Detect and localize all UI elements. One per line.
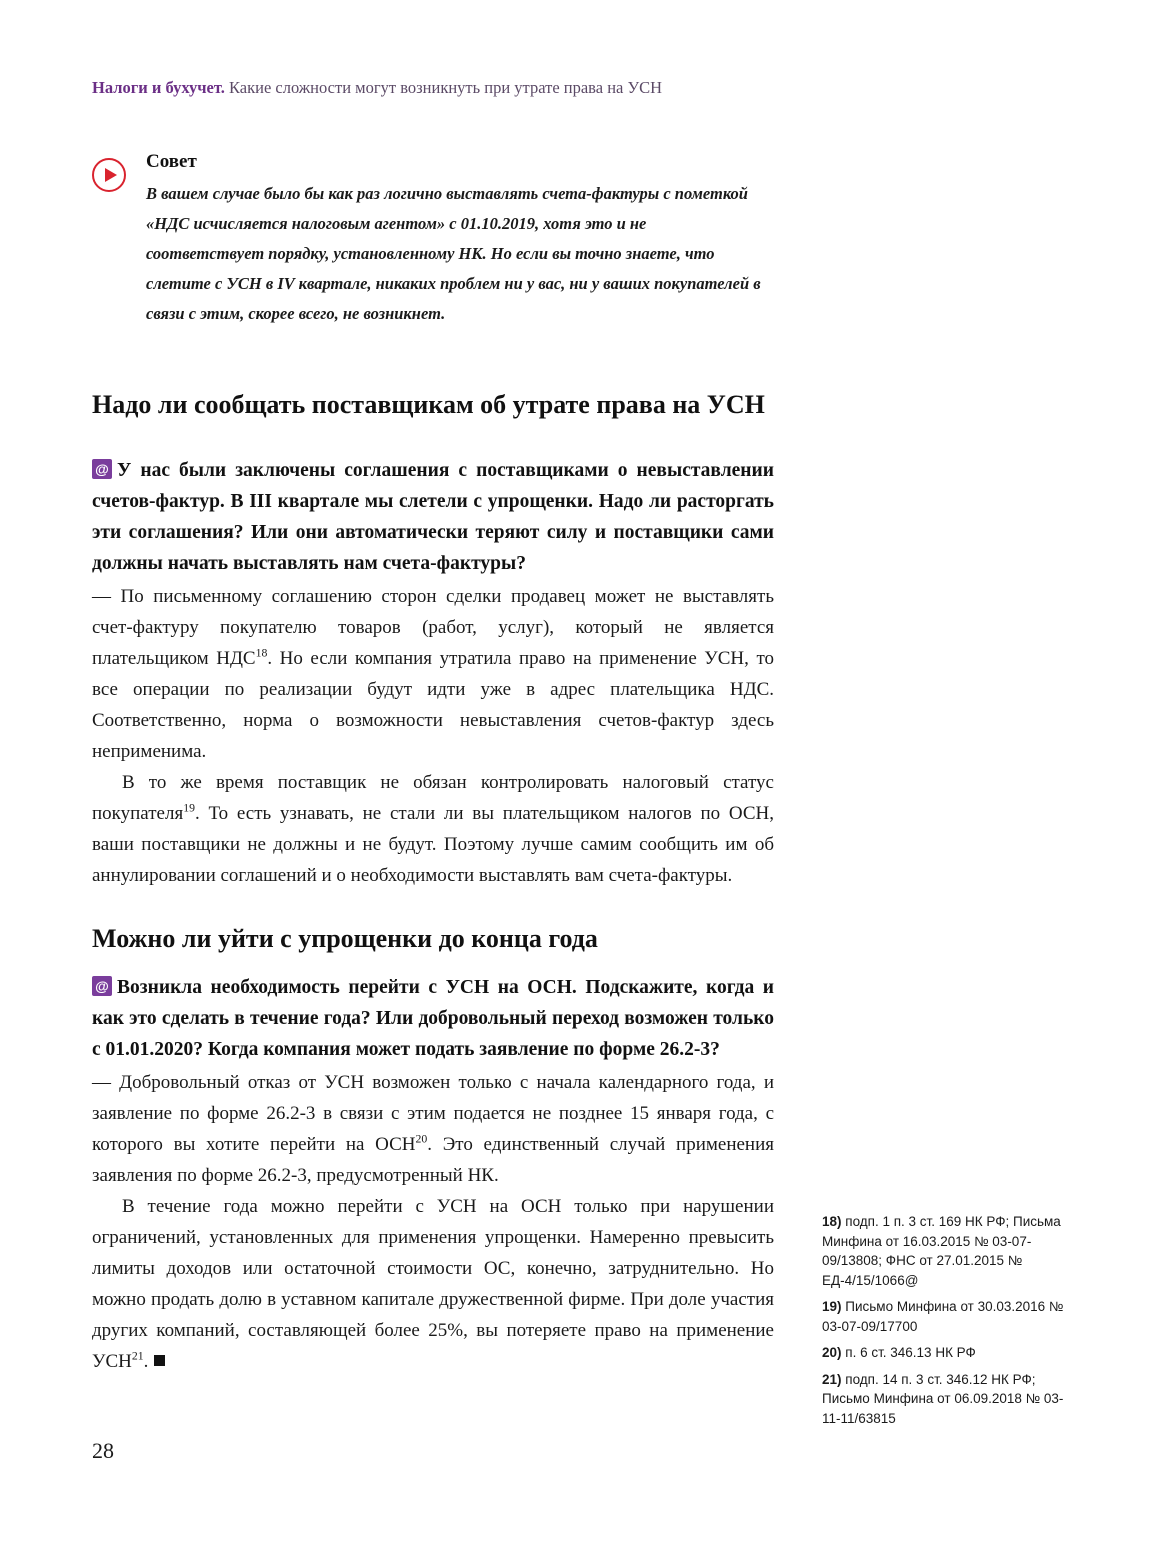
question-leave-usn <box>92 972 774 1065</box>
footnote-ref-18: 18 <box>255 646 268 660</box>
section-heading-leave-usn: Можно ли уйти с упрощенки до конца года <box>92 924 598 953</box>
answer-paragraph-2 <box>92 1191 774 1377</box>
footnote-text: подп. 14 п. 3 ст. 346.12 НК РФ; Письмо Минфина от 06.09.2018 № 03-11-11/63815 <box>822 1371 1064 1426</box>
play-circle-icon <box>92 158 126 192</box>
footnote-ref-21: 21 <box>131 1349 144 1363</box>
advice-body <box>146 150 772 329</box>
advice-text: В вашем случае было бы как раз логично выставлять счета-фактуры с пометкой «НДС исчисляется налоговым агентом» с 01.10.2019, хотя это и не соответствует порядку, установленному НК. Но если вы точно знаете, что слетите с УСН в IV квартале, никаких проблем ни у вас, ни у ваших покупателей в связи с этим, скорее всего, не возникнет. <box>146 184 761 323</box>
advice-title: Совет <box>146 151 197 172</box>
footnote-text: подп. 1 п. 3 ст. 169 НК РФ; Письма Минфина от 16.03.2015 № 03-07-09/13808; ФНС от 27.01.2015 № ЕД-4/15/1066@ <box>822 1214 1061 1288</box>
running-head-title: Какие сложности могут возникнуть при утрате права на УСН <box>224 78 663 97</box>
at-badge-icon: @ <box>92 976 112 996</box>
qa-block-suppliers <box>92 455 774 891</box>
answer-1-part-a: — Добровольный отказ от УСН возможен только с начала календарного года, и заявление по форме 26.2-3 в связи с этим подается не позднее 15 января года, с которого вы хотите перейти на ОСН <box>92 1072 774 1155</box>
question-text: У нас были заключены соглашения с поставщиками о невыставлении счетов-фактур. В III квартале мы слетели с упрощенки. Надо ли расторгать эти соглашения? Или они автоматически теряют силу и поставщики сами должны начать выставлять нам счета-фактуры? <box>92 460 774 574</box>
answer-2-part-a: В течение года можно перейти с УСН на ОСН только при нарушении ограничений, установленных для применения упрощенки. Намеренно превысить лимиты доходов или остаточной стоимости ОС, конечно, затруднительно. Но можно продать долю в уставном капитале дружественной фирме. При доле участия других компаний, составляющей более 25%, вы потеряете право на применение УСН <box>92 1196 774 1372</box>
advice-callout <box>92 150 772 329</box>
answer-paragraph-2 <box>92 767 774 891</box>
footnote-19 <box>822 1297 1074 1336</box>
footnote-20 <box>822 1343 1074 1363</box>
answer-paragraph-1 <box>92 1067 774 1191</box>
footnote-text: Письмо Минфина от 30.03.2016 № 03-07-09/17700 <box>822 1299 1064 1334</box>
footnote-21 <box>822 1370 1074 1429</box>
footnote-ref-20: 20 <box>415 1132 428 1146</box>
footnotes-column <box>822 1212 1074 1435</box>
section-heading-suppliers: Надо ли сообщать поставщикам об утрате права на УСН <box>92 390 765 419</box>
footnote-number: 19) <box>822 1299 842 1314</box>
footnote-text: п. 6 ст. 346.13 НК РФ <box>841 1345 976 1360</box>
footnote-number: 18) <box>822 1214 842 1229</box>
answer-1-part-b: . Это единственный случай применения заявления по форме 26.2-3, предусмотренный НК. <box>92 1134 775 1186</box>
end-of-article-mark <box>154 1355 165 1366</box>
footnote-18 <box>822 1212 1074 1290</box>
at-badge-icon: @ <box>92 459 112 479</box>
answer-1-part-b: . Но если компания утратила право на применение УСН, то все операции по реализации будут идти уже в адрес плательщика НДС. Соответственно, норма о возможности невыставления счетов-фактур здесь неприменима. <box>92 648 774 762</box>
qa-block-leave-usn <box>92 972 774 1377</box>
page-number: 28 <box>92 1438 114 1463</box>
question-text: Возникла необходимость перейти с УСН на ОСН. Подскажите, когда и как это сделать в течение года? Или добровольный переход возможен только с 01.01.2020? Когда компания может подать заявление по форме 26.2-3? <box>92 977 774 1060</box>
answer-2-part-b: . То есть узнавать, не стали ли вы плательщиком налогов по ОСН, ваши поставщики не должны и не будут. Поэтому лучше самим сообщить им об аннулировании соглашений и о необходимости выставлять вам счета-фактуры. <box>92 803 774 886</box>
footnote-number: 21) <box>822 1371 842 1387</box>
answer-2-part-b: . <box>143 1351 149 1372</box>
answer-1-part-a: — По письменному соглашению сторон сделки продавец может не выставлять счет-фактуру покупателю товаров (работ, услуг), который не является плательщиком НДС <box>92 586 774 669</box>
answer-2-part-a: В то же время поставщик не обязан контролировать налоговый статус покупателя <box>92 772 774 824</box>
question-suppliers <box>92 455 774 579</box>
answer-paragraph-1 <box>92 581 774 767</box>
footnote-number: 20) <box>822 1345 842 1360</box>
footnote-ref-19: 19 <box>183 801 195 815</box>
running-head-section: Налоги и бухучет. <box>92 78 225 97</box>
running-head <box>92 78 1072 98</box>
